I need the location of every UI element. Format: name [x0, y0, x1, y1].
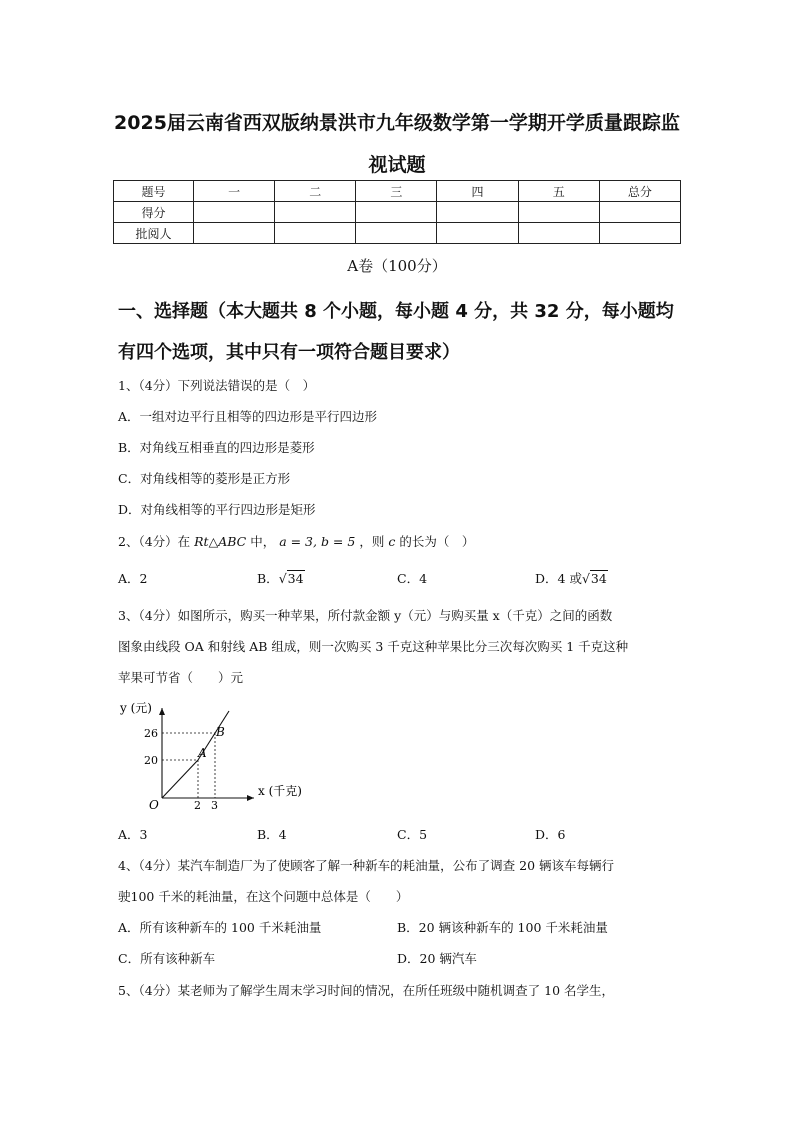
score-cell — [437, 202, 518, 223]
segment-oa — [162, 760, 198, 798]
point-a-label: A — [198, 746, 207, 760]
score-cell — [356, 223, 437, 244]
score-cell — [437, 223, 518, 244]
score-cell — [599, 223, 680, 244]
q1-option-d: D．对角线相等的平行四边形是矩形 — [118, 502, 316, 517]
q2-stem — [118, 532, 474, 550]
q3-stem-line1: 3、（4分）如图所示，购买一种苹果，所付款金额 y（元）与购买量 x（千克）之间的函数 — [118, 608, 613, 623]
q2-triangle: Rt△ABC — [194, 534, 247, 549]
score-table-row — [114, 202, 681, 223]
score-table-header-row — [114, 181, 681, 202]
q3-stem-line2: 图象由线段 OA 和射线 AB 组成，则一次购买 3 千克这种苹果比分三次每次购买 1 千克这种 — [118, 639, 629, 654]
y-axis-arrow — [159, 708, 165, 715]
score-row-label: 得分 — [114, 202, 194, 223]
q2-option-b-radicand: 34 — [287, 571, 304, 586]
score-header-cell: 四 — [437, 181, 518, 202]
q2-variable: c — [388, 534, 396, 549]
score-cell — [275, 202, 356, 223]
q2-option-a: A．2 — [118, 571, 148, 586]
q1-option-b: B．对角线互相垂直的四边形是菱形 — [118, 440, 315, 455]
score-cell — [275, 223, 356, 244]
q4-stem-line1: 4、（4分）某汽车制造厂为了使顾客了解一种新车的耗油量，公布了调查 20 辆该车每辆行 — [118, 858, 615, 873]
q2-prefix: 2、（4分）在 — [118, 534, 191, 549]
q2-option-d-label: D．4 或 — [535, 571, 582, 586]
q1-option-c: C．对角线相等的菱形是正方形 — [118, 471, 291, 486]
score-header-cell: 二 — [275, 181, 356, 202]
score-header-cell: 总分 — [599, 181, 680, 202]
q2-suffix: 的长为（ ） — [399, 534, 475, 549]
score-header-cell: 题号 — [114, 181, 194, 202]
score-table-row — [114, 223, 681, 244]
score-cell — [194, 202, 275, 223]
section-heading-line1: 一、选择题（本大题共 8 个小题，每小题 4 分，共 32 分，每小题均 — [118, 301, 674, 322]
q3-option-b: B．4 — [257, 827, 287, 842]
exam-title-line1: 2025届云南省西双版纳景洪市九年级数学第一学期开学质量跟踪监 — [114, 112, 680, 134]
y-tick-26: 26 — [144, 727, 158, 740]
score-row-label: 批阅人 — [114, 223, 194, 244]
score-cell — [194, 223, 275, 244]
q2-option-d-radicand: 34 — [590, 571, 607, 586]
score-cell — [356, 202, 437, 223]
q3-option-d: D．6 — [535, 827, 566, 842]
exam-title-line2: 视试题 — [368, 154, 426, 176]
q2-option-b-label: B． — [257, 571, 279, 586]
q2-option-b — [257, 569, 305, 587]
y-tick-20: 20 — [144, 754, 158, 767]
score-header-cell: 一 — [194, 181, 275, 202]
q5-stem-line1: 5、（4分）某老师为了解学生周末学习时间的情况，在所任班级中随机调查了 10 名学生， — [118, 983, 615, 998]
sqrt-symbol: √ — [581, 571, 590, 586]
score-header-cell: 五 — [518, 181, 599, 202]
q3-option-c: C．5 — [397, 827, 428, 842]
q4-option-d: D．20 辆汽车 — [397, 951, 477, 966]
q1-stem: 1、（4分）下列说法错误的是（ ） — [118, 378, 316, 393]
score-cell — [518, 223, 599, 244]
x-tick-2: 2 — [194, 799, 201, 810]
q2-option-d — [535, 569, 608, 587]
q4-option-c: C．所有该种新车 — [118, 951, 216, 966]
q4-stem-line2: 驶100 千米的耗油量，在这个问题中总体是（ ） — [118, 889, 409, 904]
q3-stem-line3: 苹果可节省（ ）元 — [118, 670, 244, 685]
score-header-cell: 三 — [356, 181, 437, 202]
point-b-label: B — [216, 725, 225, 739]
q1-option-a: A．一组对边平行且相等的四边形是平行四边形 — [118, 409, 378, 424]
q3-option-a: A．3 — [118, 827, 148, 842]
q2-option-c: C．4 — [397, 571, 428, 586]
q2-mid: 中， — [250, 534, 276, 549]
q2-condition: a = 3, b = 5 — [279, 534, 356, 549]
q4-option-b: B．20 辆该种新车的 100 千米耗油量 — [397, 920, 608, 935]
x-tick-3: 3 — [211, 799, 218, 810]
origin-label: O — [149, 798, 159, 810]
q4-option-a: A．所有该种新车的 100 千米耗油量 — [118, 920, 322, 935]
volume-heading: A卷（100分） — [347, 257, 447, 275]
score-table — [113, 180, 681, 244]
score-cell — [599, 202, 680, 223]
x-axis-label: x (千克) — [258, 784, 302, 798]
x-axis-arrow — [247, 795, 254, 801]
q3-function-graph — [112, 698, 312, 810]
score-cell — [518, 202, 599, 223]
section-heading-line2: 有四个选项，其中只有一项符合题目要求） — [118, 342, 460, 363]
y-axis-label: y (元) — [120, 701, 152, 715]
sqrt-symbol: √ — [278, 571, 287, 586]
q2-after: ，则 — [359, 534, 385, 549]
